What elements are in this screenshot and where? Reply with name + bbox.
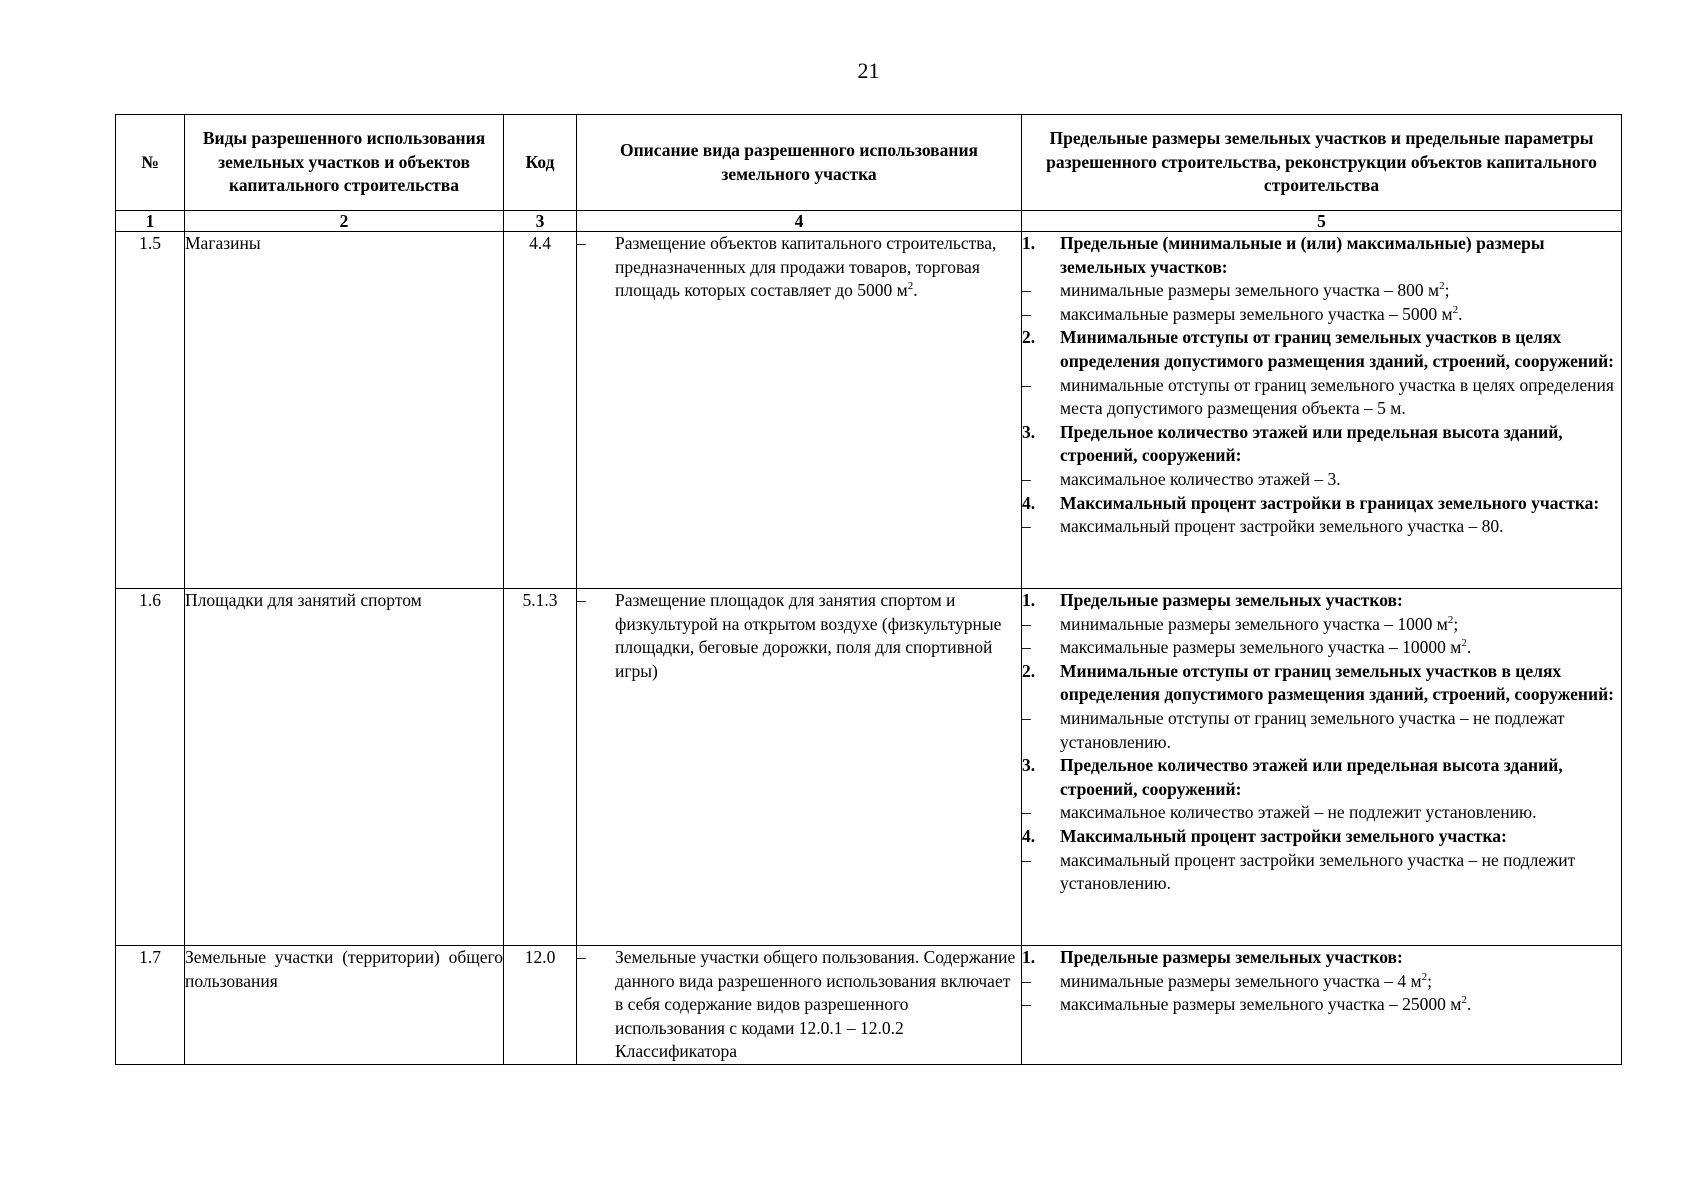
use-description [577, 589, 1022, 946]
param-text: Максимальный процент застройки земельного участка: [1060, 825, 1507, 846]
use-type-name: Площадки для занятий спортом [185, 589, 504, 946]
list-marker: – [1022, 637, 1031, 658]
param-item [1022, 468, 1621, 492]
column-number: 4 [577, 211, 1022, 232]
param-text: максимальное количество этажей – 3. [1060, 468, 1341, 489]
param-heading [1022, 660, 1621, 707]
param-heading [1022, 825, 1621, 849]
zoning-table [115, 114, 1622, 1065]
list-marker: – [1022, 613, 1031, 634]
param-tail: ; [1453, 613, 1459, 634]
param-item [1022, 636, 1621, 660]
list-marker: 1. [1022, 590, 1036, 610]
param-item [1022, 970, 1621, 994]
param-heading [1022, 232, 1621, 279]
list-marker: 2. [1022, 660, 1036, 681]
param-text: максимальное количество этажей – не подлежит установлению. [1060, 802, 1537, 823]
parameters-cell [1022, 232, 1622, 589]
param-tail: ; [1427, 970, 1432, 991]
page-number: 21 [857, 58, 880, 83]
param-text: минимальные отступы от границ земельного участка в целях определения места допустимого размещения объекта – 5 м. [1060, 374, 1614, 419]
header-num: № [116, 115, 185, 211]
param-tail: . [1458, 303, 1463, 324]
param-text: Предельные размеры земельных участков: [1060, 590, 1403, 610]
list-marker: – [1022, 280, 1031, 301]
list-marker: – [1022, 802, 1031, 823]
param-text: минимальные размеры земельного участка – 800 м [1060, 280, 1440, 301]
description-tail: . [913, 280, 918, 301]
header-params: Предельные размеры земельных участков и предельные параметры разрешенного строительства, реконструкции объектов капитального строительства [1022, 115, 1622, 211]
param-tail: ; [1444, 280, 1450, 301]
list-marker: – [1022, 468, 1031, 489]
list-marker: 1. [1022, 233, 1036, 253]
param-text: Предельные размеры земельных участков: [1060, 947, 1403, 967]
table-row [116, 232, 1622, 589]
list-marker: – [1022, 970, 1031, 991]
superscript: 2 [1461, 637, 1467, 650]
param-item [1022, 279, 1621, 303]
column-number: 2 [185, 211, 504, 232]
superscript: 2 [1461, 994, 1467, 1007]
column-number: 3 [504, 211, 577, 232]
use-type-name: Магазины [185, 232, 504, 589]
param-heading [1022, 326, 1621, 373]
header-row [116, 115, 1622, 211]
column-number: 1 [116, 211, 185, 232]
param-text: максимальные размеры земельного участка – 5000 м [1060, 303, 1453, 324]
param-item [1022, 707, 1621, 754]
param-tail: . [1466, 994, 1472, 1015]
param-item [1022, 303, 1621, 327]
header-name: Виды разрешенного использования земельных участков и объектов капитального строительства [185, 115, 504, 211]
superscript: 2 [1439, 280, 1445, 293]
header-code: Код [504, 115, 577, 211]
description-text: Земельные участки общего пользования. Содержание данного вида разрешенного использования включает в себя содержание видов разрешенного использования с кодами 12.0.1 – 12.0.2 Классификатора [615, 947, 1016, 1062]
list-marker: – [1022, 303, 1031, 324]
param-item [1022, 374, 1621, 421]
param-text: Предельные (минимальные и (или) максимальные) размеры земельных участков: [1060, 233, 1545, 277]
param-text: Минимальные отступы от границ земельных участков в целях определения допустимого размещения зданий, строений, сооружений: [1060, 327, 1614, 371]
list-marker: – [577, 947, 586, 967]
superscript: 2 [907, 280, 914, 293]
list-marker: – [1022, 994, 1031, 1015]
param-heading [1022, 589, 1621, 613]
param-text: минимальные размеры земельного участка – 1000 м [1060, 613, 1448, 634]
param-heading [1022, 421, 1621, 468]
list-marker: – [577, 590, 586, 610]
parameters-cell [1022, 946, 1622, 1065]
param-heading [1022, 946, 1621, 970]
param-text: максимальный процент застройки земельного участка – 80. [1060, 516, 1504, 537]
param-text: Минимальные отступы от границ земельных участков в целях определения допустимого размещения зданий, строений, сооружений: [1060, 660, 1614, 705]
list-marker: 3. [1022, 421, 1036, 442]
param-text: минимальные размеры земельного участка – 4 м [1060, 970, 1422, 991]
param-text: максимальные размеры земельного участка – 10000 м [1060, 637, 1462, 658]
use-type-name: Земельные участки (территории) общего пользования [185, 946, 504, 1065]
param-text: Предельное количество этажей или предельная высота зданий, строений, сооружений: [1060, 755, 1563, 799]
param-tail: . [1466, 637, 1472, 658]
description-text: Размещение объектов капитального строительства, предназначенных для продажи товаров, торговая площадь которых составляет до 5000 м [615, 233, 997, 301]
column-number: 5 [1022, 211, 1622, 232]
column-number-row [116, 211, 1622, 232]
use-code: 4.4 [504, 232, 577, 589]
param-text: Предельное количество этажей или предельная высота зданий, строений, сооружений: [1060, 421, 1563, 466]
description-item [577, 232, 1021, 303]
param-text: Максимальный процент застройки в границах земельного участка: [1060, 492, 1600, 513]
list-marker: 4. [1022, 492, 1036, 513]
param-item [1022, 515, 1621, 539]
param-text: минимальные отступы от границ земельного участка – не подлежат установлению. [1060, 707, 1565, 752]
use-description [577, 946, 1022, 1065]
description-item [577, 589, 1021, 683]
param-item [1022, 849, 1621, 896]
row-number: 1.5 [116, 232, 185, 589]
superscript: 2 [1447, 613, 1454, 626]
row-number: 1.6 [116, 589, 185, 946]
use-code: 5.1.3 [504, 589, 577, 946]
param-text: максимальный процент застройки земельного участка – не подлежит установлению. [1060, 849, 1576, 894]
list-marker: – [1022, 707, 1031, 728]
list-marker: 2. [1022, 327, 1036, 348]
list-marker: – [1022, 516, 1031, 537]
list-marker: – [1022, 374, 1031, 395]
list-marker: – [577, 233, 586, 253]
param-item [1022, 993, 1621, 1017]
param-heading [1022, 754, 1621, 801]
use-description [577, 232, 1022, 589]
list-marker: 4. [1022, 825, 1036, 846]
param-heading [1022, 492, 1621, 516]
use-code: 12.0 [504, 946, 577, 1065]
table-row [116, 946, 1622, 1065]
description-item [577, 946, 1021, 1064]
list-marker: – [1022, 849, 1031, 870]
parameters-cell [1022, 589, 1622, 946]
list-marker: 1. [1022, 947, 1036, 967]
param-item [1022, 613, 1621, 637]
param-text: максимальные размеры земельного участка – 25000 м [1060, 994, 1462, 1015]
header-desc: Описание вида разрешенного использования земельного участка [577, 115, 1022, 211]
superscript: 2 [1452, 303, 1459, 316]
param-item [1022, 801, 1621, 825]
table-row [116, 589, 1622, 946]
list-marker: 3. [1022, 755, 1036, 776]
description-text: Размещение площадок для занятия спортом и физкультурой на открытом воздухе (физкультурные площадки, беговые дорожки, поля для спортивной игры) [615, 590, 1002, 681]
superscript: 2 [1421, 970, 1428, 983]
row-number: 1.7 [116, 946, 185, 1065]
